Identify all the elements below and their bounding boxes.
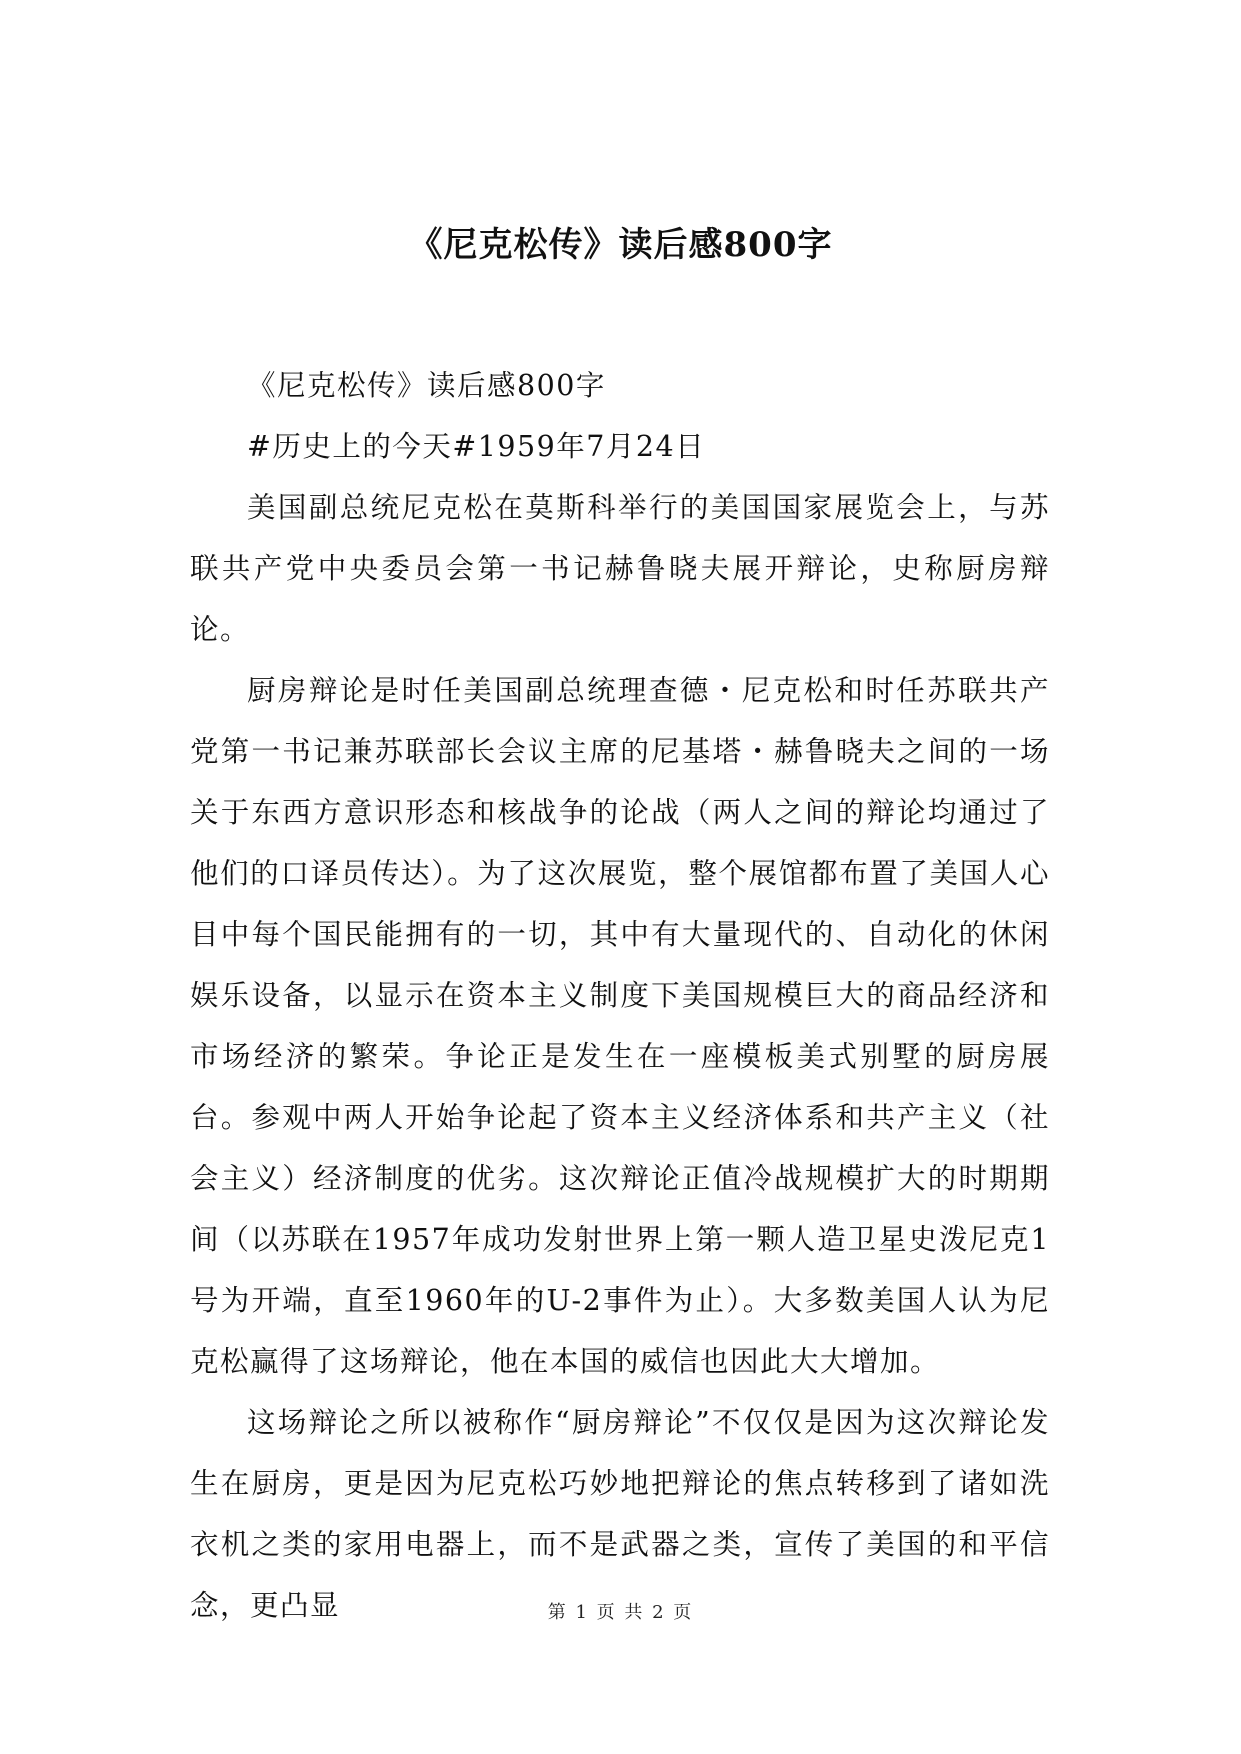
paragraph-subtitle: 《尼克松传》读后感800字: [247, 369, 606, 402]
paragraph-intro: 美国副总统尼克松在莫斯科举行的美国国家展览会上，与苏联共产党中央委员会第一书记赫鲁晓夫展开辩论，史称厨房辩论。: [190, 491, 1050, 646]
paragraph-kitchen-debate: 厨房辩论是时任美国副总统理查德・尼克松和时任苏联共产党第一书记兼苏联部长会议主席的尼基塔・赫鲁晓夫之间的一场关于东西方意识形态和核战争的论战（两人之间的辩论均通过了他们的口译员传达）。为了这次展览，整个展馆都布置了美国人心目中每个国民能拥有的一切，其中有大量现代的、自动化的休闲娱乐设备，以显示在资本主义制度下美国规模巨大的商品经济和市场经济的繁荣。争论正是发生在一座模板美式别墅的厨房展台。参观中两人开始争论起了资本主义经济体系和共产主义（社会主义）经济制度的优劣。这次辩论正值冷战规模扩大的时期期间（以苏联在1957年成功发射世界上第一颗人造卫星史泼尼克1号为开端，直至1960年的U-2事件为止）。大多数美国人认为尼克松赢得了这场辩论，他在本国的威信也因此大大增加。: [190, 674, 1050, 1378]
paragraph-why-kitchen: 这场辩论之所以被称作“厨房辩论”不仅仅是因为这次辩论发生在厨房，更是因为尼克松巧妙地把辩论的焦点转移到了诸如洗衣机之类的家用电器上，而不是武器之类，宣传了美国的和平信念，更凸显: [190, 1406, 1050, 1622]
document-body: [190, 355, 1050, 1636]
document-title: 《尼克松传》读后感800字: [408, 225, 833, 265]
paragraph-date-tag: #历史上的今天#1959年7月24日: [247, 430, 706, 463]
page-footer: 第 1 页 共 2 页: [547, 1602, 694, 1623]
